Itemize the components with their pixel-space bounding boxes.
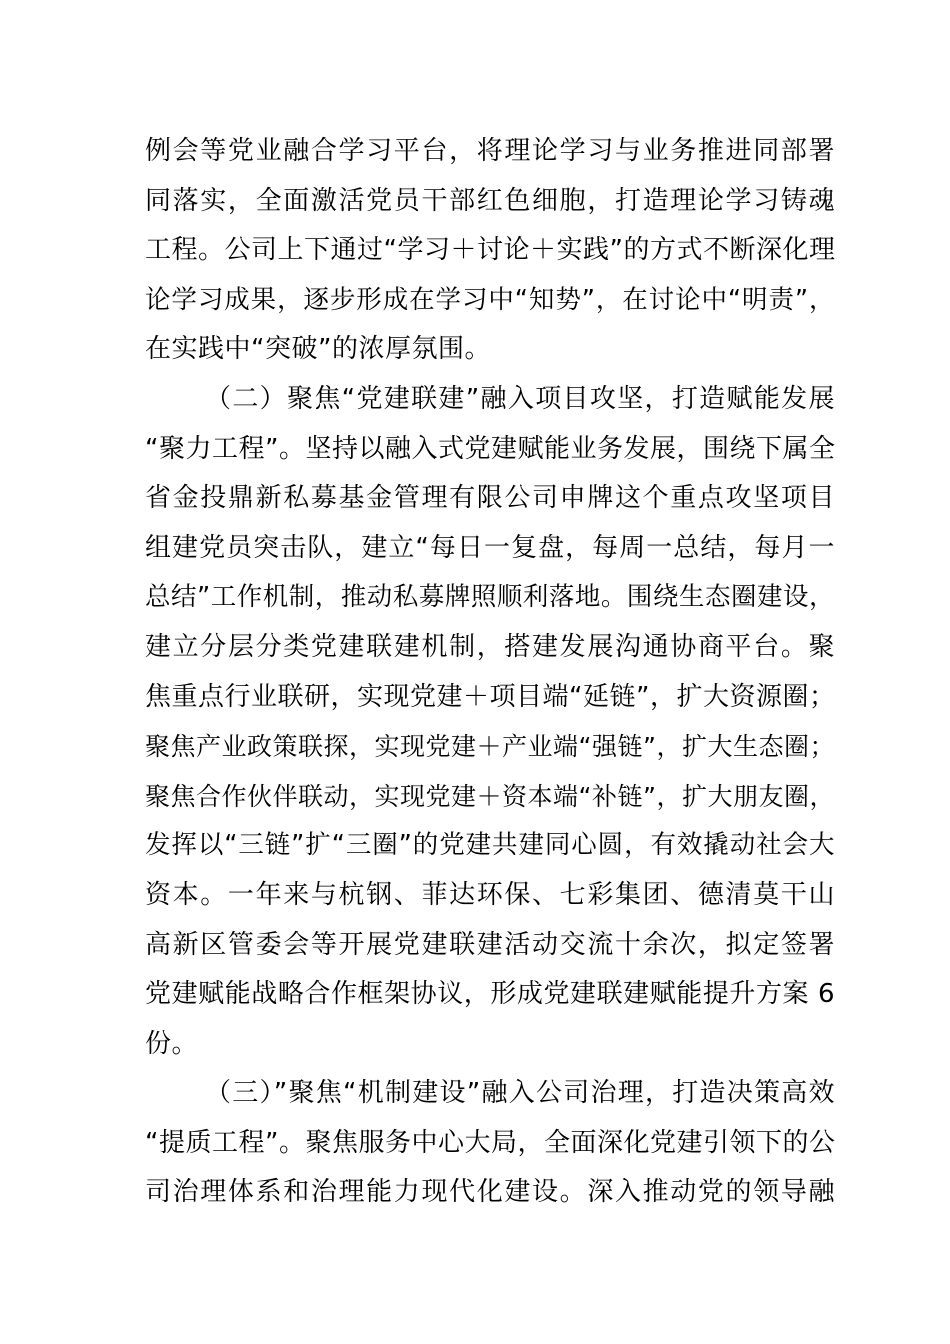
text-line: 论学习成果，逐步形成在学习中“知势”，在讨论中“明责”，: [145, 284, 835, 315]
section-heading-line: （三）”聚焦“机制建设”融入公司治理，打造决策高效: [205, 1078, 835, 1109]
text-line: 聚焦产业政策联探，实现党建＋产业端“强链”，扩大生态圈；: [145, 732, 835, 762]
text-line: 总结”工作机制，推动私募牌照顺利落地。围绕生态圈建设，: [145, 582, 835, 613]
text-line: 组建党员突击队，建立“每日一复盘，每周一总结，每月一: [145, 532, 835, 563]
text-line: 发挥以“三链”扩“三圈”的党建共建同心圆，有效撬动社会大: [145, 830, 835, 861]
text-line: 焦重点行业联研，实现党建＋项目端“延链”，扩大资源圈；: [145, 681, 836, 712]
text-line: 建立分层分类党建联建机制，搭建发展沟通协商平台。聚: [145, 631, 835, 662]
text-line: 聚焦合作伙伴联动，实现党建＋资本端“补链”，扩大朋友圈，: [145, 781, 835, 811]
text-line: 高新区管委会等开展党建联建活动交流十余次，拟定签署: [145, 929, 835, 960]
text-line: 司治理体系和治理能力现代化建设。深入推动党的领导融: [145, 1177, 835, 1208]
text-line: 同落实，全面激活党员干部红色细胞，打造理论学习铸魂: [145, 185, 835, 216]
text-line: 资本。一年来与杭钢、菲达环保、七彩集团、德清莫干山: [145, 879, 835, 910]
body-text: [145, 127, 835, 1218]
text-line: “提质工程”。聚焦服务中心大局，全面深化党建引领下的公: [145, 1127, 836, 1158]
text-line: 例会等党业融合学习平台，将理论学习与业务推进同部署: [145, 136, 835, 166]
text-line: 在实践中“突破”的浓厚氛围。: [145, 334, 491, 365]
text-line: 工程。公司上下通过“学习＋讨论＋实践”的方式不断深化理: [145, 235, 836, 266]
text-line: 份。: [145, 1028, 199, 1059]
text-line: “聚力工程”。坚持以融入式党建赋能业务发展，围绕下属全: [145, 433, 836, 464]
text-line: 省金投鼎新私募基金管理有限公司申牌这个重点攻坚项目: [145, 483, 835, 514]
text-line: 党建赋能战略合作框架协议，形成党建联建赋能提升方案 6: [145, 979, 835, 1010]
section-heading-line: （二）聚焦“党建联建”融入项目攻坚，打造赋能发展: [205, 383, 835, 414]
